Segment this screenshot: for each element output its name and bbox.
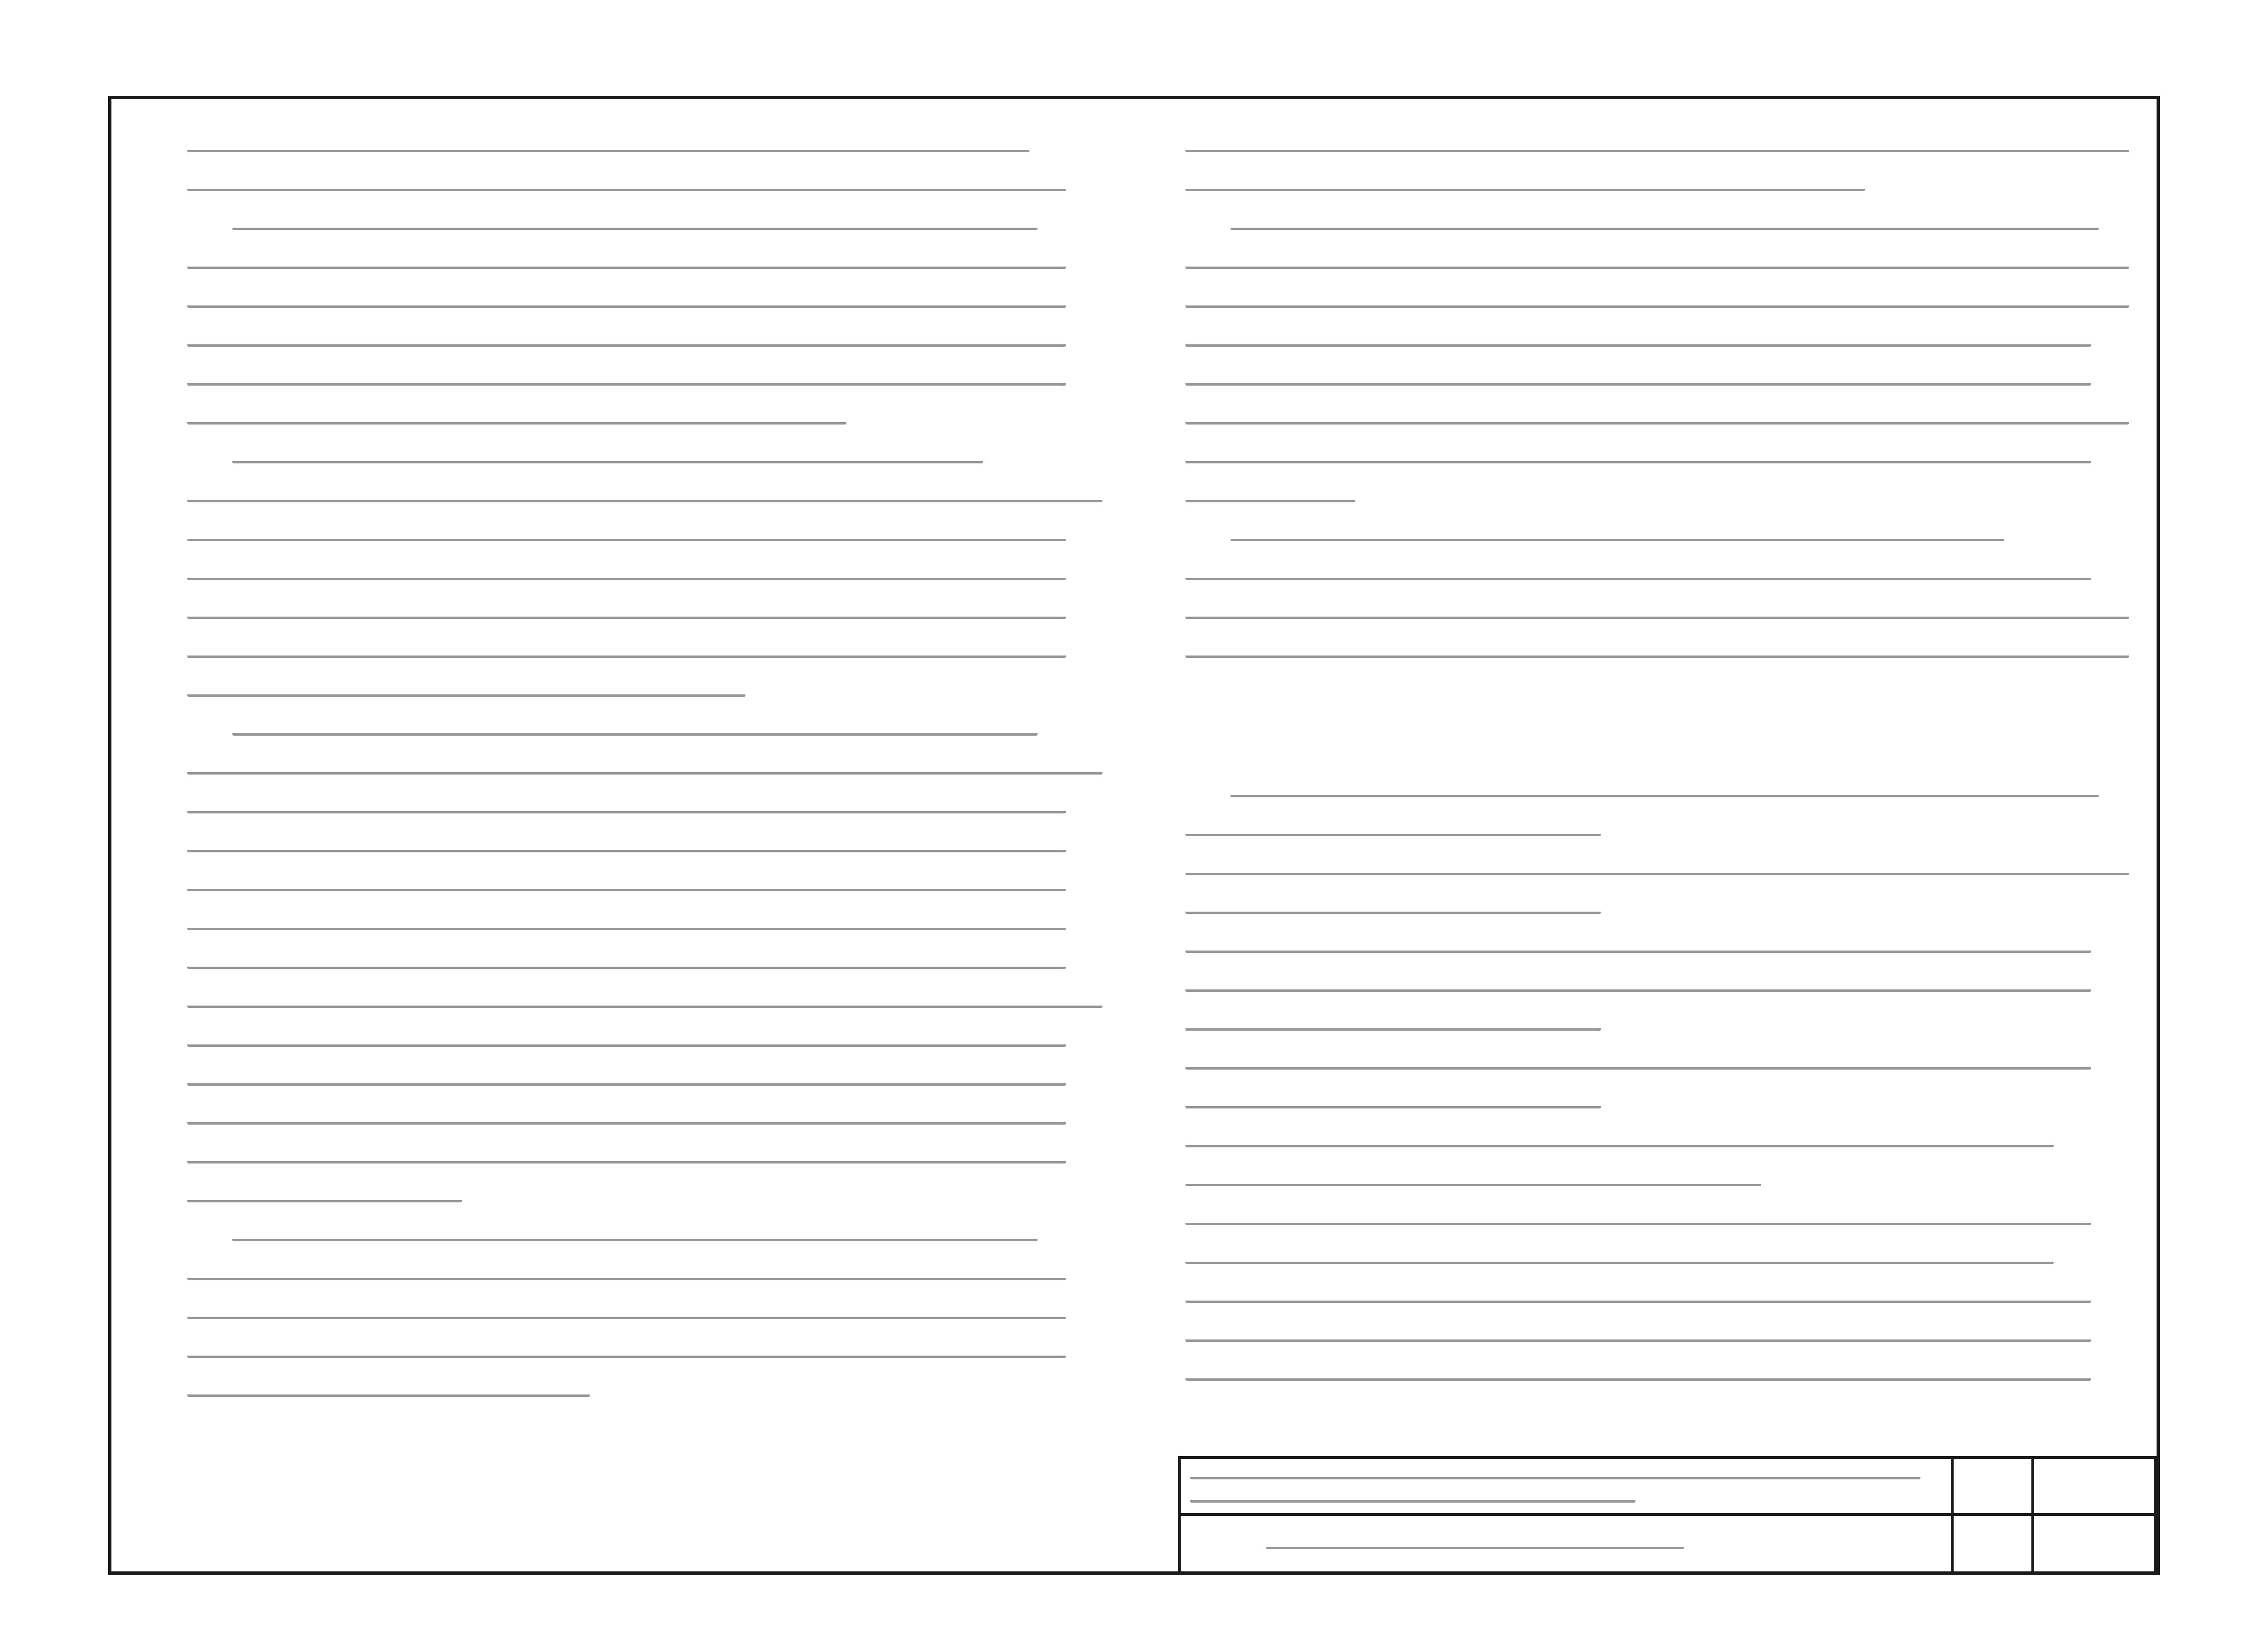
- handwritten-text-line: [232, 1231, 1038, 1241]
- handwritten-text-line: [187, 687, 745, 697]
- handwritten-text-line: [1185, 1137, 2054, 1147]
- title-placeholder: [1266, 1539, 1951, 1549]
- handwritten-text-line: [1185, 1332, 2091, 1342]
- handwritten-text-line: [1185, 1371, 2091, 1381]
- right-text-column-bottom: [1185, 787, 2129, 1404]
- handwritten-text-line: [1185, 982, 2091, 992]
- handwritten-text-line: [1185, 142, 2129, 152]
- handwritten-text-line: [1185, 1215, 2091, 1225]
- handwritten-text-line: [1190, 1493, 1635, 1503]
- handwritten-text-line: [232, 453, 983, 463]
- handwritten-text-line: [1185, 1060, 2091, 1070]
- handwritten-text-line: [1185, 1254, 2054, 1264]
- handwritten-text-line: [187, 1192, 462, 1202]
- title-block-series-values: [2034, 1459, 2157, 1516]
- handwritten-text-line: [187, 998, 1102, 1008]
- handwritten-text-line: [1185, 259, 2129, 269]
- document-description-placeholder: [1190, 1469, 1920, 1503]
- handwritten-text-line: [187, 259, 1066, 269]
- handwritten-text-line: [1230, 787, 2099, 797]
- handwritten-text-line: [1185, 181, 1865, 191]
- handwritten-text-line: [1185, 337, 2091, 347]
- title-block: [1178, 1456, 2157, 1575]
- handwritten-text-line: [187, 1115, 1066, 1125]
- handwritten-text-line: [187, 881, 1066, 891]
- title-block-document-description: [1181, 1459, 1954, 1516]
- handwritten-text-line: [1185, 298, 2129, 308]
- handwritten-text-line: [1185, 943, 2091, 953]
- handwritten-text-line: [187, 415, 846, 425]
- handwritten-text-line: [232, 726, 1038, 736]
- handwritten-text-line: [187, 298, 1066, 308]
- title-block-sheet-value: [2034, 1516, 2157, 1575]
- handwritten-text-line: [187, 803, 1066, 813]
- handwritten-text-line: [187, 570, 1066, 580]
- handwritten-text-line: [1190, 1469, 1920, 1479]
- handwritten-text-line: [187, 1076, 1066, 1086]
- handwritten-text-line: [187, 376, 1066, 386]
- handwritten-text-line: [187, 337, 1066, 347]
- handwritten-text-line: [1185, 1176, 1761, 1186]
- handwritten-text-line: [1185, 492, 1355, 502]
- handwritten-text-line: [187, 142, 1029, 152]
- handwritten-text-line: [187, 609, 1066, 619]
- handwritten-text-line: [187, 765, 1102, 775]
- handwritten-text-line: [187, 1270, 1066, 1280]
- handwritten-text-line: [1185, 648, 2129, 658]
- handwritten-text-line: [1185, 453, 2091, 463]
- title-block-sheet-label: [1954, 1516, 2034, 1575]
- handwritten-text-line: [187, 1348, 1066, 1358]
- handwritten-text-line: [1185, 415, 2129, 425]
- handwritten-text-line: [187, 492, 1102, 502]
- handwritten-text-line: [1185, 609, 2129, 619]
- handwritten-text-line: [1230, 220, 2099, 230]
- handwritten-text-line: [187, 181, 1066, 191]
- handwritten-text-line: [1185, 1021, 1601, 1031]
- handwritten-text-line: [232, 220, 1038, 230]
- handwritten-text-line: [1185, 1099, 1601, 1108]
- handwritten-text-line: [187, 1154, 1066, 1163]
- handwritten-text-line: [187, 1309, 1066, 1319]
- handwritten-text-line: [1230, 531, 2004, 541]
- handwritten-text-line: [1185, 376, 2091, 386]
- title-block-title: [1181, 1516, 1954, 1575]
- handwritten-text-line: [187, 959, 1066, 969]
- handwritten-text-line: [187, 920, 1066, 930]
- handwritten-text-line: [1185, 904, 1601, 914]
- left-text-column: [187, 142, 1102, 1423]
- handwritten-text-line: [1266, 1539, 1684, 1549]
- title-block-series-label: [1954, 1459, 2034, 1516]
- handwritten-text-line: [187, 1387, 590, 1397]
- handwritten-text-line: [1185, 1293, 2091, 1303]
- handwritten-text-line: [1185, 826, 1601, 836]
- handwritten-text-line: [1185, 865, 2129, 875]
- handwritten-text-line: [187, 648, 1066, 658]
- handwritten-text-line: [1185, 570, 2091, 580]
- handwritten-text-line: [187, 1037, 1066, 1047]
- handwritten-text-line: [187, 842, 1066, 852]
- page-number: [1105, 46, 1162, 65]
- handwritten-text-line: [187, 531, 1066, 541]
